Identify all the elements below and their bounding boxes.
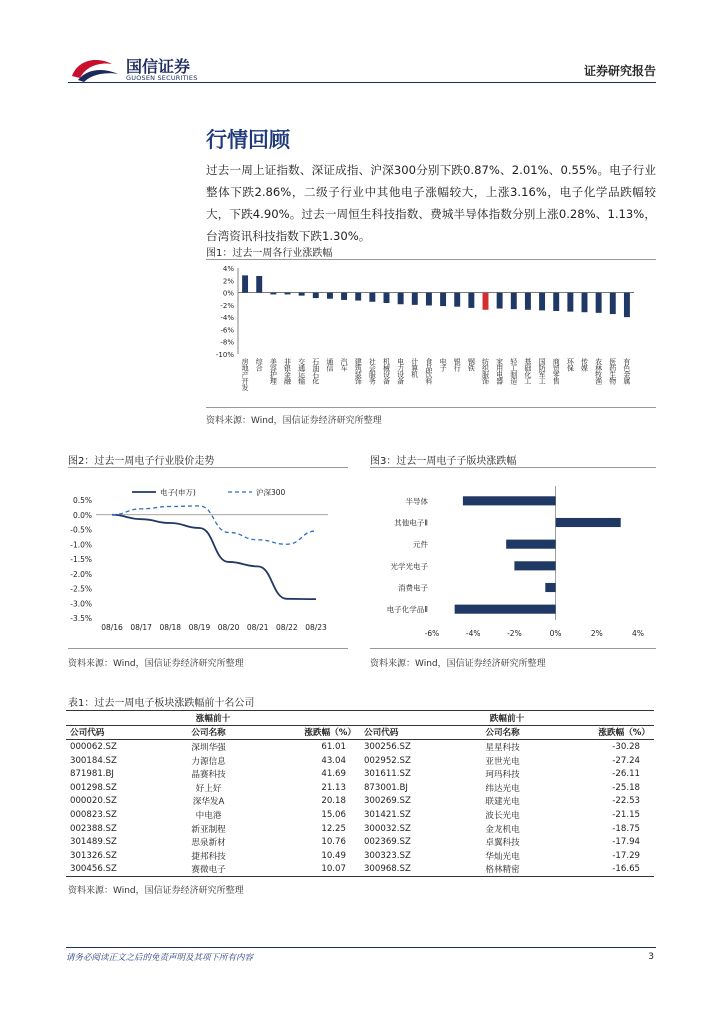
- fig1-bar: [454, 293, 460, 307]
- table-row: [66, 863, 654, 877]
- fig1-x-label: 国防军工: [538, 358, 547, 384]
- fig1-bar: [610, 293, 616, 314]
- fig1-x-label: 钢铁: [467, 358, 476, 371]
- fig3-bar: [463, 496, 556, 505]
- logo-mark-icon: [70, 54, 124, 84]
- fig1-x-label: 通信: [325, 358, 334, 371]
- fig2-y-tick-label: 0.5%: [72, 496, 92, 505]
- fig2-x-tick-label: 08/19: [188, 623, 211, 632]
- fig2-bottom-rule: [68, 648, 348, 649]
- report-type: 证券研究报告: [583, 64, 656, 78]
- table-cell: 301611.SZ: [363, 769, 411, 780]
- table-cell: -17.29: [612, 850, 640, 861]
- table-row: [66, 740, 654, 754]
- table-cell: 10.07: [321, 864, 346, 875]
- fig1-x-label: 建筑装饰: [354, 358, 363, 384]
- table-cell: 301326.SZ: [70, 850, 117, 861]
- fig1-bar: [426, 293, 432, 306]
- fig1-bar: [497, 293, 503, 309]
- table-cell: -26.11: [612, 769, 640, 780]
- fig1-x-label: 美容护理: [269, 358, 278, 384]
- table-cell: 晶赛科技: [191, 770, 226, 781]
- fig1-bar: [539, 293, 545, 311]
- table-row: [66, 754, 654, 768]
- fig2-x-tick-label: 08/17: [130, 623, 152, 632]
- fig3-bar: [455, 605, 556, 614]
- table1-header: 公司代码: [363, 728, 399, 739]
- fig3-category-label: 电子化学品Ⅱ: [386, 605, 428, 615]
- fig3-x-tick-label: 0%: [549, 629, 562, 638]
- fig1-bar: [553, 293, 559, 311]
- table1-header: 涨跌幅（%）: [304, 728, 356, 739]
- footer-disclaimer: 请务必阅读正文之后的免责声明及其项下所有内容: [66, 953, 254, 963]
- table-cell: 波长光电: [485, 810, 520, 821]
- table-cell: 15.06: [321, 809, 346, 820]
- table-cell: -21.15: [612, 809, 640, 820]
- table-cell: 中电港: [195, 810, 222, 821]
- fig1-top-rule: [206, 259, 656, 260]
- table1-header: 公司名称: [485, 728, 520, 739]
- table1-group-left: 涨幅前十: [66, 711, 360, 726]
- fig1-bar: [440, 293, 446, 307]
- table-cell: -22.53: [612, 796, 640, 807]
- fig1-x-label: 环保: [566, 358, 575, 371]
- logo-text-en: GUOSEN SECURITIES: [126, 74, 198, 82]
- table-cell: 亚世光电: [485, 756, 520, 767]
- fig1-y-tick-label: -4%: [220, 314, 234, 323]
- table-cell: 思泉新材: [191, 838, 226, 849]
- fig3-x-tick-label: -6%: [424, 629, 440, 638]
- table-cell: 300184.SZ: [70, 755, 117, 766]
- table-cell: 12.25: [321, 823, 346, 834]
- fig1-bar: [313, 293, 319, 299]
- fig3-top-rule: [370, 467, 656, 468]
- fig1-bar: [327, 293, 333, 299]
- table-cell: -18.75: [612, 823, 640, 834]
- table-cell: 000020.SZ: [70, 796, 117, 807]
- fig1-bar: [511, 293, 517, 310]
- fig3-category-label: 元件: [413, 540, 428, 550]
- fig3-x-tick-label: 2%: [590, 629, 603, 638]
- fig2-x-tick-label: 08/20: [217, 623, 240, 632]
- fig2-x-tick-label: 08/16: [101, 623, 123, 632]
- table1-header: 公司代码: [70, 728, 105, 739]
- fig1-x-label: 轻工制造: [509, 358, 518, 384]
- fig2-y-tick-label: -2.0%: [70, 569, 92, 579]
- fig1-caption: 图1：过去一周各行业涨跌幅: [206, 248, 333, 259]
- fig1-x-label: 农林牧渔: [594, 358, 603, 384]
- table-cell: 873001.BJ: [363, 782, 408, 793]
- fig2-x-tick-label: 08/21: [246, 623, 269, 632]
- fig1-bar: [242, 275, 248, 292]
- fig1-bar: [285, 293, 291, 295]
- fig1-x-label: 电力设备: [396, 358, 405, 384]
- page-title: 行情回顾: [206, 128, 290, 152]
- table1: [66, 710, 654, 877]
- fig1-bar: [369, 293, 375, 302]
- table-cell: -16.65: [612, 864, 640, 875]
- fig1-x-label: 基础化工: [523, 358, 532, 384]
- fig3-x-tick-label: 4%: [632, 629, 644, 638]
- fig2-y-tick-label: -3.0%: [70, 599, 92, 609]
- table1-group-right: 跌幅前十: [360, 711, 654, 726]
- table-cell: -27.24: [612, 755, 640, 766]
- fig1-x-label: 汽车: [340, 358, 349, 371]
- table-row: [66, 835, 654, 849]
- table-cell: 21.13: [321, 782, 346, 793]
- fig2-chart: [68, 472, 350, 642]
- table-cell: 纬达光电: [485, 783, 520, 794]
- table-cell: 10.76: [321, 837, 346, 848]
- table-cell: 002369.SZ: [363, 837, 411, 848]
- table-cell: 捷邦科技: [191, 851, 226, 862]
- fig2-series-line: [112, 515, 316, 599]
- fig3-category-label: 消费电子: [398, 583, 428, 593]
- table1-header: 涨跌幅（%）: [598, 728, 650, 739]
- table-row: [66, 767, 654, 781]
- table-row: [66, 822, 654, 836]
- table1-header: 公司名称: [191, 728, 226, 739]
- logo-text-cn: 国信证券: [126, 57, 191, 76]
- fig2-caption: 图2：过去一周电子行业股价走势: [68, 456, 215, 467]
- table-cell: 好上好: [195, 783, 222, 794]
- table-cell: 珂玛科技: [485, 770, 520, 781]
- fig1-x-label: 纺织服饰: [481, 358, 490, 384]
- fig3-bar: [514, 561, 555, 570]
- table-cell: 001298.SZ: [70, 782, 117, 793]
- fig2-y-tick-label: -0.5%: [70, 525, 92, 535]
- fig3-bar: [556, 518, 621, 527]
- fig1-x-label: 银行: [453, 358, 462, 371]
- fig1-bar: [398, 293, 404, 305]
- fig1-bar: [582, 293, 588, 313]
- table-cell: 43.04: [321, 755, 346, 766]
- table-cell: 300323.SZ: [363, 850, 411, 861]
- fig1-x-label: 医药生物: [608, 358, 617, 384]
- table-cell: 002388.SZ: [70, 823, 117, 834]
- fig1-bottom-rule: [206, 407, 656, 408]
- fig1-bar: [299, 293, 305, 296]
- fig2-y-tick-label: -3.5%: [70, 614, 92, 623]
- table-cell: 深圳华强: [191, 742, 226, 753]
- fig1-bar: [596, 293, 602, 313]
- fig1-bar: [384, 293, 390, 303]
- table-cell: 41.69: [321, 769, 346, 780]
- fig2-x-tick-label: 08/23: [305, 623, 327, 632]
- table1-caption: 表1：过去一周电子板块涨跌幅前十名公司: [68, 698, 255, 709]
- fig3-x-tick-label: -4%: [465, 629, 481, 638]
- fig3-chart: [370, 476, 658, 642]
- header-divider: [68, 82, 656, 83]
- fig2-top-rule: [68, 467, 348, 468]
- fig1-y-tick-label: -6%: [220, 326, 234, 335]
- table-cell: 赛微电子: [191, 865, 226, 876]
- fig1-bar: [468, 293, 474, 308]
- fig1-y-tick-label: 4%: [222, 265, 234, 273]
- fig1-x-label: 食品饮料: [424, 358, 433, 384]
- fig3-x-tick-label: -2%: [507, 629, 522, 638]
- fig1-bar: [355, 293, 361, 301]
- table-cell: 300269.SZ: [363, 796, 411, 807]
- table-cell: 金龙机电: [485, 824, 520, 835]
- table-cell: -17.94: [612, 837, 640, 848]
- table-row: [66, 795, 654, 809]
- table-cell: 卓翼科技: [485, 838, 520, 849]
- fig1-x-label: 计算机: [410, 358, 419, 378]
- table1-source: 资料来源：Wind，国信证券经济研究所整理: [68, 886, 244, 896]
- table-cell: 300456.SZ: [70, 864, 117, 875]
- fig1-x-label: 非银金融: [283, 358, 292, 384]
- fig1-x-label: 家用电器: [495, 358, 504, 384]
- fig2-legend-label: 电子(申万): [160, 488, 196, 497]
- table-cell: 300968.SZ: [363, 864, 411, 875]
- table-cell: 格林精密: [485, 865, 520, 876]
- fig1-source: 资料来源：Wind，国信证券经济研究所整理: [206, 416, 382, 426]
- fig2-x-tick-label: 08/22: [276, 623, 298, 632]
- fig1-bar: [567, 293, 573, 312]
- fig2-source: 资料来源：Wind，国信证券经济研究所整理: [68, 659, 244, 669]
- table-cell: 000823.SZ: [70, 809, 117, 820]
- fig3-category-label: 其他电子Ⅱ: [394, 518, 428, 528]
- body-paragraph: 过去一周上证指数、深证成指、沪深300分别下跌0.87%、2.01%、0.55%。电子行业整体下跌2.86%，二级子行业中其他电子涨幅较大，上涨3.16%，电子化学品跌幅较大，下跌4.90%。过去一周恒生科技指数、费城半导体指数分别上涨0.28%、1.13%，台湾资讯科技指数下跌1.30%。: [206, 163, 656, 243]
- fig1-x-label: 综合: [255, 358, 264, 371]
- fig1-bar: [270, 293, 276, 295]
- fig1-y-tick-label: 2%: [222, 277, 234, 286]
- table-row: [66, 808, 654, 822]
- fig1-x-label: 社会服务: [368, 358, 377, 384]
- fig3-category-label: 半导体: [405, 496, 428, 506]
- table-row: [66, 849, 654, 863]
- fig2-series-line: [112, 506, 316, 544]
- table-cell: 61.01: [321, 741, 346, 752]
- fig3-category-label: 光学光电子: [390, 561, 428, 571]
- table-cell: 新亚制程: [191, 824, 226, 835]
- fig3-source: 资料来源：Wind，国信证券经济研究所整理: [370, 659, 546, 669]
- fig1-y-tick-label: -2%: [220, 301, 234, 310]
- fig1-x-label: 电子: [439, 358, 448, 371]
- table-cell: 力源信息: [191, 756, 226, 767]
- fig1-chart: [206, 262, 656, 404]
- footer-divider: [66, 947, 656, 948]
- table-cell: 300256.SZ: [363, 741, 411, 752]
- table-cell: 10.49: [321, 850, 346, 861]
- table-cell: 871981.BJ: [70, 769, 114, 780]
- table-cell: 300032.SZ: [363, 823, 411, 834]
- table-cell: -30.28: [612, 741, 640, 752]
- table-cell: 联建光电: [485, 797, 520, 808]
- table-cell: 华灿光电: [485, 851, 520, 862]
- fig2-x-tick-label: 08/18: [159, 623, 182, 632]
- table-cell: -25.18: [612, 782, 640, 793]
- fig1-x-label: 有色金属: [622, 358, 631, 384]
- fig1-x-label: 机械设备: [382, 358, 391, 384]
- table-cell: 深华发A: [192, 797, 225, 808]
- fig1-bar: [483, 293, 489, 310]
- page-number: 3: [648, 952, 654, 962]
- table-cell: 20.18: [321, 796, 346, 807]
- fig1-x-label: 商贸零售: [552, 358, 561, 384]
- fig2-legend-label: 沪深300: [256, 488, 286, 497]
- table-cell: 301421.SZ: [363, 809, 411, 820]
- fig1-bar: [624, 293, 630, 318]
- fig1-y-tick-label: 0%: [222, 289, 234, 298]
- fig1-bar: [256, 276, 262, 293]
- table-cell: 002952.SZ: [363, 755, 411, 766]
- fig1-bar: [412, 293, 418, 305]
- fig3-bar: [545, 583, 555, 592]
- fig3-bar: [506, 540, 555, 549]
- fig2-y-tick-label: -1.5%: [70, 555, 92, 564]
- fig1-x-label: 石油石化: [311, 358, 320, 384]
- table-row: [66, 781, 654, 795]
- fig1-y-tick-label: -10%: [215, 351, 234, 359]
- fig1-x-label: 房地产开发: [241, 358, 250, 391]
- table-cell: 000062.SZ: [70, 741, 117, 752]
- fig2-y-tick-label: 0.0%: [72, 510, 92, 520]
- fig2-y-tick-label: -1.0%: [70, 540, 92, 550]
- fig3-bottom-rule: [370, 648, 656, 649]
- fig1-x-label: 传媒: [580, 358, 589, 371]
- fig1-bar: [525, 293, 531, 310]
- fig1-x-label: 交通运输: [297, 358, 306, 384]
- fig1-bar: [341, 293, 347, 300]
- fig2-y-tick-label: -2.5%: [70, 584, 92, 594]
- logo: [70, 54, 200, 84]
- table-cell: 星星科技: [485, 742, 520, 753]
- table-cell: 301489.SZ: [70, 837, 117, 848]
- fig3-caption: 图3：过去一周电子子版块涨跌幅: [370, 456, 517, 467]
- fig1-y-tick-label: -8%: [220, 338, 234, 347]
